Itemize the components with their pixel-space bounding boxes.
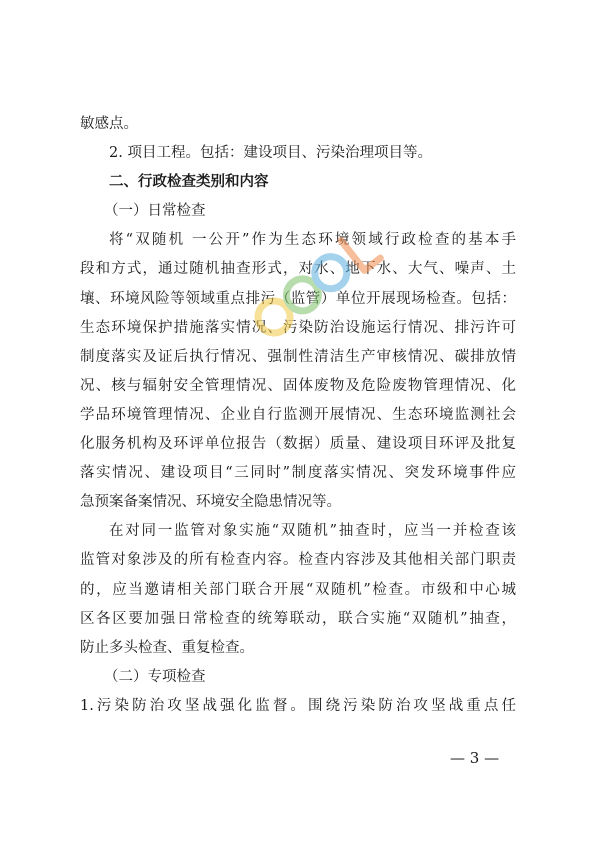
paragraph-line: 1.污染防治攻坚战强化监督。围绕污染防治攻坚战重点任 bbox=[80, 697, 516, 714]
paragraph-line: 监管对象涉及的所有检查内容。检查内容涉及其他相关部门职责 bbox=[80, 552, 516, 569]
subsection-heading-daily: （一）日常检查 bbox=[104, 203, 206, 220]
paragraph-line: 区各区要加强日常检查的统筹联动，联合实施“双随机”抽查， bbox=[80, 610, 516, 627]
paragraph-line: 在对同一监管对象实施“双随机”抽查时，应当一并检查该 bbox=[109, 523, 516, 540]
paragraph-line: 生态环境保护措施落实情况、污染防治设施运行情况、排污许可 bbox=[80, 319, 516, 336]
list-item-project: 2. 项目工程。包括：建设项目、污染治理项目等。 bbox=[109, 145, 432, 162]
paragraph-line: 段和方式，通过随机抽查形式，对水、地下水、大气、噪声、土 bbox=[80, 261, 516, 278]
page-number: — 3 — bbox=[450, 749, 500, 767]
document-body bbox=[80, 110, 516, 721]
section-heading: 二、行政检查类别和内容 bbox=[109, 174, 269, 191]
paragraph-line: 的，应当邀请相关部门联合开展“双随机”检查。市级和中心城 bbox=[80, 581, 516, 598]
paragraph-line: 制度落实及证后执行情况、强制性清洁生产审核情况、碳排放情 bbox=[80, 348, 516, 365]
paragraph-line: 壤、环境风险等领域重点排污（监管）单位开展现场检查。包括： bbox=[80, 290, 516, 307]
paragraph-line: 急预案备案情况、环境安全隐患情况等。 bbox=[80, 494, 341, 511]
paragraph-line: 落实情况、建设项目“三同时”制度落实情况、突发环境事件应 bbox=[80, 465, 516, 482]
paragraph-line: 将“双随机 一公开”作为生态环境领域行政检查的基本手 bbox=[109, 232, 516, 249]
paragraph-line: 况、核与辐射安全管理情况、固体废物及危险废物管理情况、化 bbox=[80, 377, 516, 394]
paragraph-line: 学品环境管理情况、企业自行监测开展情况、生态环境监测社会 bbox=[80, 406, 516, 423]
paragraph-line: 敏感点。 bbox=[80, 116, 138, 132]
paragraph-line: 防止多头检查、重复检查。 bbox=[80, 639, 254, 656]
paragraph-line: 化服务机构及环评单位报告（数据）质量、建设项目环评及批复 bbox=[80, 436, 516, 453]
subsection-heading-special: （二）专项检查 bbox=[104, 668, 206, 685]
